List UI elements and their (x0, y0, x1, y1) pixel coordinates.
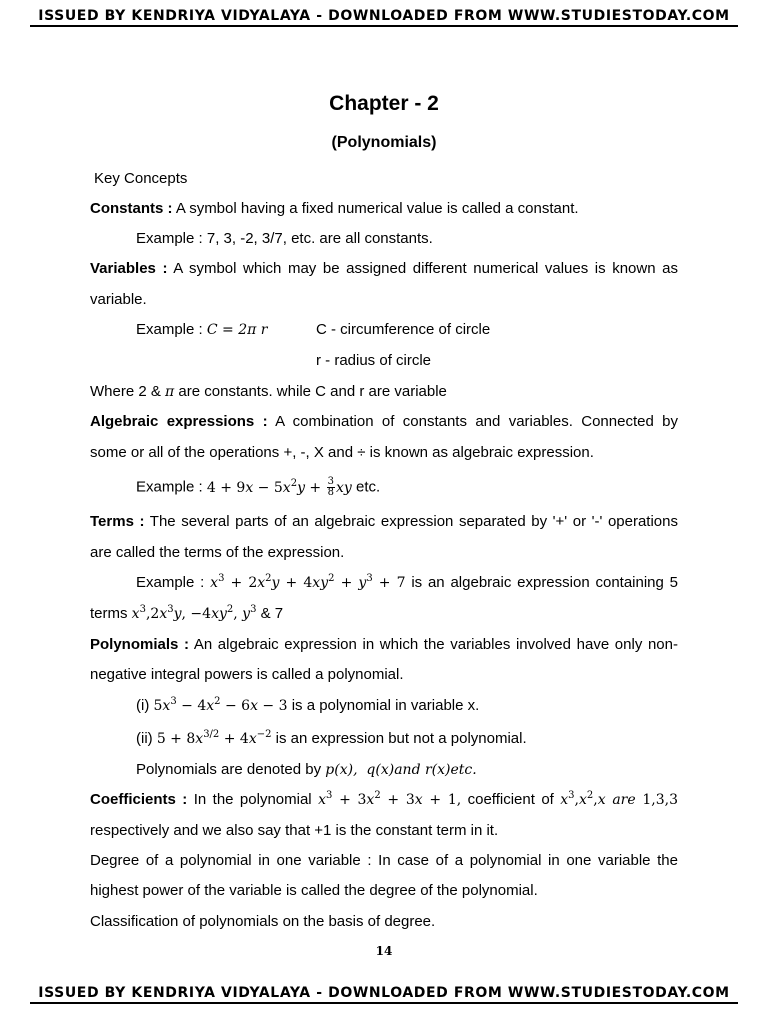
algebraic-example-math: $4 + 9x - 5x^2y$ + $\frac{3}{8}$ xy (206, 476, 352, 498)
footer-banner: ISSUED BY KENDRIYA VIDYALAYA - DOWNLOADED FROM WWW.STUDIESTODAY.COM (30, 985, 738, 1004)
ex2-label: (ii) (136, 730, 153, 747)
coeff-in-the: In the polynomial (193, 791, 312, 808)
ex2-suffix: is an expression but not a polynomial. (275, 730, 527, 747)
ex2-math: $5 + 8x^{3/2} + 4x^{-2}$ (156, 729, 272, 747)
polynomials-notation (136, 760, 678, 780)
coefficients-definition-cont: respectively and we also say that +1 is the constant term in it. (90, 822, 499, 839)
variables-definition-cont: variable. (90, 291, 147, 308)
header-banner: ISSUED BY KENDRIYA VIDYALAYA - DOWNLOADED FROM WWW.STUDIESTODAY.COM (30, 8, 738, 27)
circumference-formula: C = 2π r (206, 322, 268, 338)
ex1-label: (i) (136, 697, 150, 714)
notation-math: p(x), q(x)and r(x)etc. (325, 762, 477, 778)
where-suffix: are constants. while C and r are variable (178, 383, 447, 400)
classification-heading: Classification of polynomials on the basis of degree. (90, 913, 436, 930)
algebraic-example (136, 477, 678, 498)
pi-symbol: π (165, 384, 175, 400)
terms-list-and7: & 7 (260, 605, 284, 622)
polynomials-definition (90, 635, 678, 655)
constants-term: Constants : (90, 200, 173, 217)
polynomials-text: An algebraic expression in which the variables involved have only non- (193, 636, 678, 653)
polynomial-example-1 (136, 696, 678, 716)
terms-example-math: $x^3 + 2x^2y + 4xy^2 + y^3 + 7$ (210, 573, 406, 591)
algebraic-definition-cont: some or all of the operations +, -, X and ÷ is known as algebraic expression. (90, 444, 594, 461)
notation-prefix: Polynomials are denoted by (136, 761, 322, 778)
terms-example (136, 573, 678, 593)
variables-where (90, 382, 678, 402)
polynomials-term: Polynomials : (90, 636, 189, 653)
constants-definition (90, 199, 678, 219)
chapter-title: Chapter - 2 (329, 92, 439, 115)
coeff-values-math: $x^3,x^2,x$ are 1,3,3 (560, 790, 679, 808)
algebraic-definition (90, 412, 678, 432)
variables-note-c: C - circumference of circle (316, 321, 491, 338)
terms-list-math: $x^3,2x^3y$, $-4xy^2$, $y^3$ (131, 604, 257, 622)
ex1-math: $5x^3 - 4x^2 - 6x - 3$ (153, 696, 288, 714)
terms-example-label: Example : (136, 574, 205, 591)
algebraic-term: Algebraic expressions : (90, 413, 268, 430)
terms-list (90, 604, 678, 624)
variables-example-label: Example : (136, 321, 203, 338)
terms-term: Terms : (90, 513, 145, 530)
coeff-polynomial-math: $x^3 + 3x^2 + 3x + 1$, (318, 790, 462, 808)
constants-example: Example : 7, 3, -2, 3/7, etc. are all constants. (136, 230, 433, 247)
coefficients-term: Coefficients : (90, 791, 188, 808)
terms-text: The several parts of an algebraic expression separated by '+' or '-' operations (149, 513, 678, 530)
degree-definition-cont: highest power of the variable is called the degree of the polynomial. (90, 882, 538, 899)
algebraic-text: A combination of constants and variables. Connected by (275, 413, 678, 430)
terms-list-label: terms (90, 605, 128, 622)
key-concepts-heading: Key Concepts (94, 170, 188, 187)
fraction-3-8: $\frac{3}{8}$ (327, 476, 334, 498)
terms-example-suffix: is an algebraic expression containing 5 (411, 574, 679, 591)
page-number: 14 (375, 944, 393, 958)
polynomials-definition-cont: negative integral powers is called a polynomial. (90, 666, 404, 683)
variables-text: A symbol which may be assigned different numerical values is known as (173, 260, 678, 277)
degree-definition: Degree of a polynomial in one variable : In case of a polynomial in one variable the (90, 852, 678, 869)
terms-definition-cont: are called the terms of the expression. (90, 544, 345, 561)
variables-note-r: r - radius of circle (316, 352, 432, 369)
where-prefix: Where 2 & (90, 383, 161, 400)
ex1-suffix: is a polynomial in variable x. (291, 697, 480, 714)
chapter-subtitle: (Polynomials) (331, 134, 437, 151)
coefficients-definition (90, 790, 678, 810)
algebraic-example-suffix: etc. (355, 478, 381, 496)
coeff-of: coefficient of (467, 791, 554, 808)
algebraic-example-label: Example : (136, 478, 203, 496)
polynomial-example-2 (136, 729, 678, 749)
variables-term: Variables : (90, 260, 168, 277)
terms-definition (90, 512, 678, 532)
constants-text: A symbol having a fixed numerical value is called a constant. (175, 200, 579, 217)
variables-definition (90, 259, 678, 279)
